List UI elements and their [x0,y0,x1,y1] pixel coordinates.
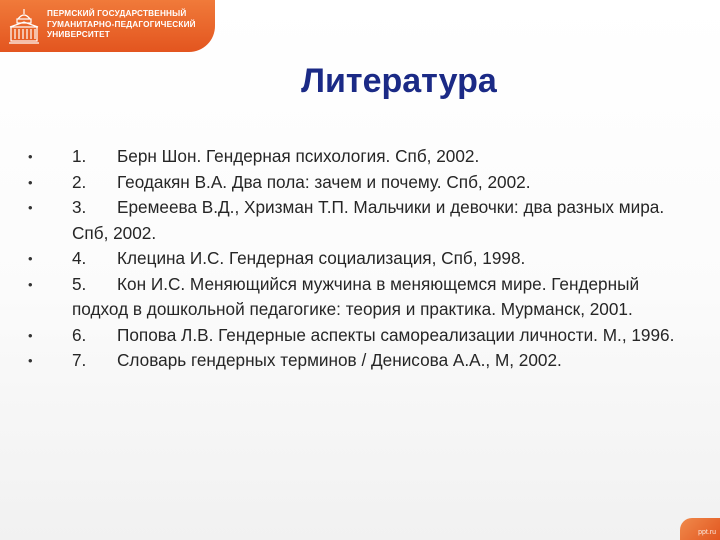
bullet-icon: • [28,200,33,215]
reference-text: Попова Л.В. Гендерные аспекты самореализации личности. М., 1996. [117,324,675,345]
reference-item [28,195,698,246]
reference-number: 7. [72,350,87,370]
bullet-icon: • [28,174,33,190]
reference-text: Клецина И.С. Гендерная социализация, Спб, 1998. [117,248,526,268]
header-bar [0,0,215,52]
reference-list [28,144,698,374]
reference-text: Еремеева В.Д., Хризман Т.П. Мальчики и девочки: два разных мира. Спб, 2002. [72,197,665,243]
bullet-icon: • [28,327,33,343]
reference-text: Берн Шон. Гендерная психология. Спб, 2002. [117,146,480,166]
reference-number: 5. [72,273,87,294]
bullet-icon: • [28,353,33,368]
reference-number: 6. [72,324,87,345]
reference-item [28,170,698,196]
reference-number: 4. [72,248,87,268]
slide-title-wrapper [0,62,720,101]
university-building-icon [6,6,42,46]
reference-text: Кон И.С. Меняющийся мужчина в меняющемся мире. Гендерный подход в дошкольной педагогике: теория и практика. Мурманск, 2001. [72,273,640,319]
bullet-icon: • [28,149,33,164]
university-name-line-2: ГУМАНИТАРНО-ПЕДАГОГИЧЕСКИЙ [47,19,196,29]
reference-text: Словарь гендерных терминов / Денисова А.А., М, 2002. [117,350,562,370]
reference-item [28,246,698,272]
watermark: ppt.ru [698,529,716,536]
slide-title: Литература [301,62,497,100]
reference-text: Геодакян В.А. Два пола: зачем и почему. Спб, 2002. [117,171,531,192]
reference-number: 1. [72,146,87,166]
university-name [47,9,196,41]
reference-number: 3. [72,197,87,217]
reference-number: 2. [72,171,87,192]
reference-item [28,144,698,170]
university-name-line-1: ПЕРМСКИЙ ГОСУДАРСТВЕННЫЙ [47,9,187,18]
bullet-icon: • [28,276,33,292]
bullet-icon: • [28,251,33,266]
reference-item [28,323,698,349]
university-name-line-3: УНИВЕРСИТЕТ [47,30,110,39]
reference-item [28,348,698,374]
reference-item [28,272,698,323]
